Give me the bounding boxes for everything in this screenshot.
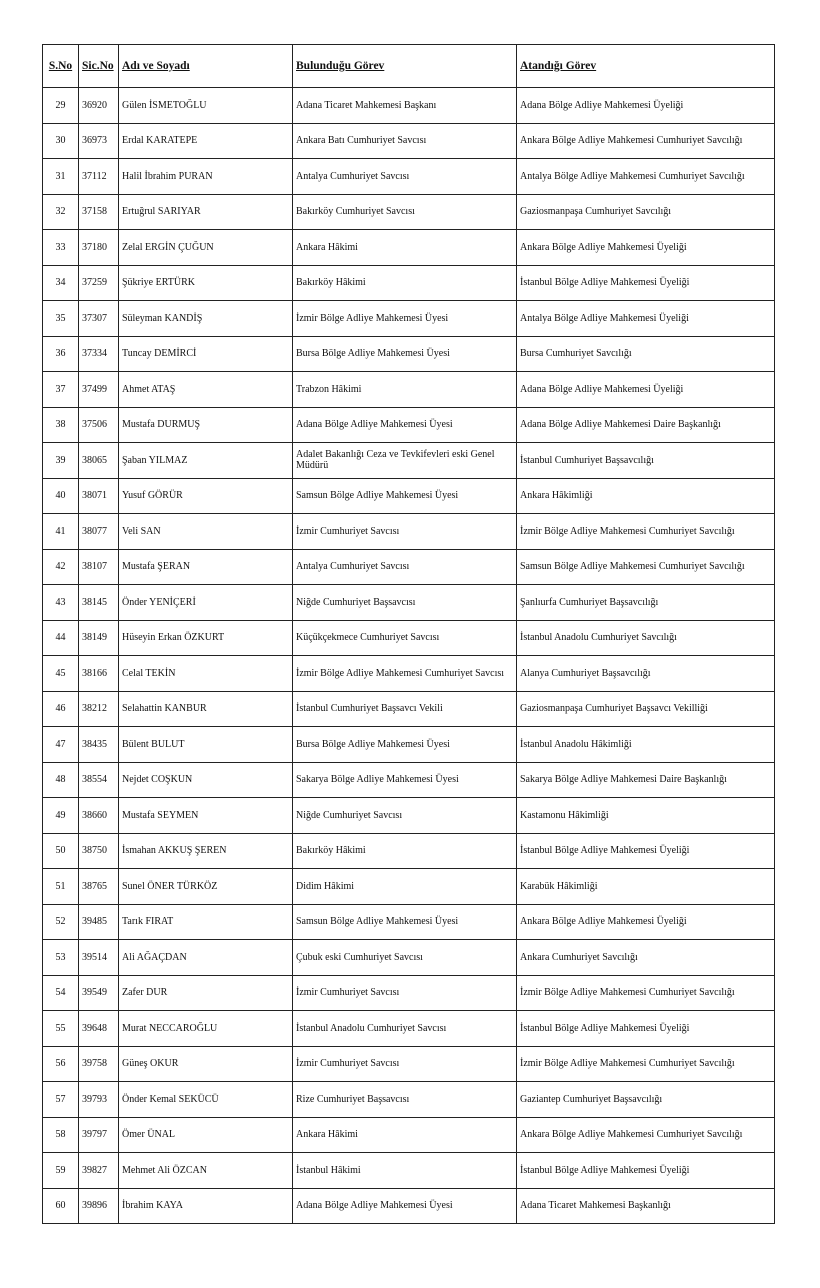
cell-sicno: 38077 (79, 514, 119, 550)
cell-name: Tarık FIRAT (119, 904, 293, 940)
table-row (43, 407, 775, 443)
cell-assigned-post: Sakarya Bölge Adliye Mahkemesi Daire Başkanlığı (517, 762, 775, 798)
cell-assigned-post: Ankara Bölge Adliye Mahkemesi Cumhuriyet Savcılığı (517, 123, 775, 159)
cell-sicno: 38660 (79, 798, 119, 834)
cell-sno: 48 (43, 762, 79, 798)
cell-assigned-post: İstanbul Anadolu Hâkimliği (517, 727, 775, 763)
cell-sicno: 39758 (79, 1046, 119, 1082)
cell-sicno: 38107 (79, 549, 119, 585)
table-row (43, 727, 775, 763)
table-row (43, 762, 775, 798)
appointments-table (42, 44, 775, 1224)
table-row (43, 904, 775, 940)
cell-current-post: Bursa Bölge Adliye Mahkemesi Üyesi (293, 727, 517, 763)
cell-sicno: 38149 (79, 620, 119, 656)
cell-assigned-post: Şanlıurfa Cumhuriyet Başsavcılığı (517, 585, 775, 621)
cell-name: Veli SAN (119, 514, 293, 550)
cell-current-post: Samsun Bölge Adliye Mahkemesi Üyesi (293, 478, 517, 514)
table-row (43, 1153, 775, 1189)
cell-current-post: Bakırköy Hâkimi (293, 265, 517, 301)
header-current-post: Bulunduğu Görev (293, 45, 517, 88)
cell-sno: 53 (43, 940, 79, 976)
cell-current-post: Sakarya Bölge Adliye Mahkemesi Üyesi (293, 762, 517, 798)
table-row (43, 691, 775, 727)
cell-sno: 50 (43, 833, 79, 869)
table-row (43, 1117, 775, 1153)
cell-assigned-post: Bursa Cumhuriyet Savcılığı (517, 336, 775, 372)
cell-name: Şaban YILMAZ (119, 443, 293, 479)
cell-current-post: Niğde Cumhuriyet Başsavcısı (293, 585, 517, 621)
table-row (43, 798, 775, 834)
table-row (43, 123, 775, 159)
cell-current-post: İzmir Cumhuriyet Savcısı (293, 1046, 517, 1082)
cell-current-post: Antalya Cumhuriyet Savcısı (293, 549, 517, 585)
cell-sicno: 36973 (79, 123, 119, 159)
table-row (43, 833, 775, 869)
cell-name: Mustafa DURMUŞ (119, 407, 293, 443)
cell-sicno: 38435 (79, 727, 119, 763)
cell-sno: 49 (43, 798, 79, 834)
cell-current-post: Trabzon Hâkimi (293, 372, 517, 408)
table-row (43, 549, 775, 585)
cell-assigned-post: İstanbul Bölge Adliye Mahkemesi Üyeliği (517, 833, 775, 869)
cell-sicno: 37307 (79, 301, 119, 337)
cell-sno: 44 (43, 620, 79, 656)
cell-sno: 42 (43, 549, 79, 585)
cell-current-post: İzmir Cumhuriyet Savcısı (293, 975, 517, 1011)
cell-sicno: 39648 (79, 1011, 119, 1047)
cell-assigned-post: Ankara Bölge Adliye Mahkemesi Üyeliği (517, 904, 775, 940)
cell-sno: 37 (43, 372, 79, 408)
cell-name: Ahmet ATAŞ (119, 372, 293, 408)
cell-name: Bülent BULUT (119, 727, 293, 763)
cell-current-post: Antalya Cumhuriyet Savcısı (293, 159, 517, 195)
cell-assigned-post: İzmir Bölge Adliye Mahkemesi Cumhuriyet Savcılığı (517, 1046, 775, 1082)
cell-name: Önder Kemal SEKÜCÜ (119, 1082, 293, 1118)
cell-name: Şükriye ERTÜRK (119, 265, 293, 301)
table-row (43, 620, 775, 656)
cell-name: Ali AĞAÇDAN (119, 940, 293, 976)
table-header-row (43, 45, 775, 88)
cell-assigned-post: Adana Ticaret Mahkemesi Başkanlığı (517, 1188, 775, 1224)
cell-sicno: 39896 (79, 1188, 119, 1224)
cell-sno: 34 (43, 265, 79, 301)
cell-sno: 43 (43, 585, 79, 621)
cell-sno: 47 (43, 727, 79, 763)
cell-sicno: 38212 (79, 691, 119, 727)
cell-sicno: 38765 (79, 869, 119, 905)
cell-name: Sunel ÖNER TÜRKÖZ (119, 869, 293, 905)
cell-assigned-post: Ankara Cumhuriyet Savcılığı (517, 940, 775, 976)
cell-sno: 35 (43, 301, 79, 337)
cell-name: Erdal KARATEPE (119, 123, 293, 159)
cell-sno: 39 (43, 443, 79, 479)
cell-sno: 31 (43, 159, 79, 195)
cell-name: Güneş OKUR (119, 1046, 293, 1082)
cell-sno: 33 (43, 230, 79, 266)
cell-name: Mehmet Ali ÖZCAN (119, 1153, 293, 1189)
cell-name: Tuncay DEMİRCİ (119, 336, 293, 372)
cell-assigned-post: İstanbul Bölge Adliye Mahkemesi Üyeliği (517, 265, 775, 301)
cell-current-post: Bursa Bölge Adliye Mahkemesi Üyesi (293, 336, 517, 372)
cell-current-post: Rize Cumhuriyet Başsavcısı (293, 1082, 517, 1118)
cell-name: Hüseyin Erkan ÖZKURT (119, 620, 293, 656)
table-row (43, 194, 775, 230)
cell-assigned-post: İstanbul Cumhuriyet Başsavcılığı (517, 443, 775, 479)
cell-sno: 52 (43, 904, 79, 940)
cell-assigned-post: Ankara Hâkimliği (517, 478, 775, 514)
cell-sicno: 39549 (79, 975, 119, 1011)
table-row (43, 159, 775, 195)
table-row (43, 88, 775, 124)
cell-current-post: Bakırköy Cumhuriyet Savcısı (293, 194, 517, 230)
cell-name: Önder YENİÇERİ (119, 585, 293, 621)
cell-sno: 60 (43, 1188, 79, 1224)
cell-sno: 40 (43, 478, 79, 514)
cell-current-post: Niğde Cumhuriyet Savcısı (293, 798, 517, 834)
cell-sno: 32 (43, 194, 79, 230)
cell-assigned-post: Gaziosmanpaşa Cumhuriyet Savcılığı (517, 194, 775, 230)
table-row (43, 372, 775, 408)
cell-sicno: 37180 (79, 230, 119, 266)
cell-assigned-post: İzmir Bölge Adliye Mahkemesi Cumhuriyet Savcılığı (517, 514, 775, 550)
cell-assigned-post: Ankara Bölge Adliye Mahkemesi Cumhuriyet Savcılığı (517, 1117, 775, 1153)
cell-sno: 58 (43, 1117, 79, 1153)
table-row (43, 1188, 775, 1224)
cell-assigned-post: Gaziosmanpaşa Cumhuriyet Başsavcı Vekilliği (517, 691, 775, 727)
cell-name: Ömer ÜNAL (119, 1117, 293, 1153)
cell-sno: 30 (43, 123, 79, 159)
cell-name: Zafer DUR (119, 975, 293, 1011)
cell-sicno: 38065 (79, 443, 119, 479)
cell-name: Selahattin KANBUR (119, 691, 293, 727)
cell-current-post: Adana Bölge Adliye Mahkemesi Üyesi (293, 1188, 517, 1224)
cell-assigned-post: Adana Bölge Adliye Mahkemesi Üyeliği (517, 372, 775, 408)
cell-current-post: Samsun Bölge Adliye Mahkemesi Üyesi (293, 904, 517, 940)
cell-name: Murat NECCAROĞLU (119, 1011, 293, 1047)
table-row (43, 1011, 775, 1047)
cell-assigned-post: İzmir Bölge Adliye Mahkemesi Cumhuriyet Savcılığı (517, 975, 775, 1011)
cell-sicno: 37506 (79, 407, 119, 443)
table-row (43, 1082, 775, 1118)
cell-current-post: Adalet Bakanlığı Ceza ve Tevkifevleri eski Genel Müdürü (293, 443, 517, 479)
cell-assigned-post: Ankara Bölge Adliye Mahkemesi Üyeliği (517, 230, 775, 266)
cell-sicno: 37259 (79, 265, 119, 301)
cell-name: İbrahim KAYA (119, 1188, 293, 1224)
cell-sno: 46 (43, 691, 79, 727)
table-row (43, 301, 775, 337)
cell-assigned-post: Karabük Hâkimliği (517, 869, 775, 905)
table-row (43, 869, 775, 905)
cell-sicno: 37158 (79, 194, 119, 230)
cell-sicno: 38071 (79, 478, 119, 514)
header-sno: S.No (43, 45, 79, 88)
header-assigned-post: Atandığı Görev (517, 45, 775, 88)
cell-assigned-post: Adana Bölge Adliye Mahkemesi Daire Başkanlığı (517, 407, 775, 443)
table-row (43, 443, 775, 479)
cell-name: İsmahan AKKUŞ ŞEREN (119, 833, 293, 869)
header-sicno: Sic.No (79, 45, 119, 88)
header-name: Adı ve Soyadı (119, 45, 293, 88)
cell-name: Ertuğrul SARIYAR (119, 194, 293, 230)
table-row (43, 975, 775, 1011)
cell-assigned-post: Gaziantep Cumhuriyet Başsavcılığı (517, 1082, 775, 1118)
cell-current-post: İzmir Bölge Adliye Mahkemesi Cumhuriyet Savcısı (293, 656, 517, 692)
cell-current-post: Bakırköy Hâkimi (293, 833, 517, 869)
cell-sno: 45 (43, 656, 79, 692)
table-row (43, 656, 775, 692)
cell-current-post: Ankara Batı Cumhuriyet Savcısı (293, 123, 517, 159)
cell-name: Mustafa ŞERAN (119, 549, 293, 585)
cell-sicno: 39793 (79, 1082, 119, 1118)
cell-sno: 36 (43, 336, 79, 372)
cell-name: Mustafa SEYMEN (119, 798, 293, 834)
cell-assigned-post: İstanbul Anadolu Cumhuriyet Savcılığı (517, 620, 775, 656)
cell-current-post: İzmir Bölge Adliye Mahkemesi Üyesi (293, 301, 517, 337)
cell-sno: 59 (43, 1153, 79, 1189)
cell-current-post: İstanbul Hâkimi (293, 1153, 517, 1189)
cell-sicno: 37334 (79, 336, 119, 372)
cell-sicno: 37499 (79, 372, 119, 408)
table-body (43, 88, 775, 1224)
cell-current-post: Ankara Hâkimi (293, 230, 517, 266)
cell-assigned-post: Samsun Bölge Adliye Mahkemesi Cumhuriyet Savcılığı (517, 549, 775, 585)
cell-sicno: 39797 (79, 1117, 119, 1153)
cell-sicno: 39514 (79, 940, 119, 976)
cell-sicno: 38145 (79, 585, 119, 621)
cell-name: Gülen İSMETOĞLU (119, 88, 293, 124)
cell-current-post: Didim Hâkimi (293, 869, 517, 905)
cell-current-post: Adana Ticaret Mahkemesi Başkanı (293, 88, 517, 124)
cell-sno: 54 (43, 975, 79, 1011)
cell-sno: 56 (43, 1046, 79, 1082)
cell-sicno: 36920 (79, 88, 119, 124)
cell-sno: 51 (43, 869, 79, 905)
cell-current-post: Çubuk eski Cumhuriyet Savcısı (293, 940, 517, 976)
cell-assigned-post: Kastamonu Hâkimliği (517, 798, 775, 834)
cell-assigned-post: Alanya Cumhuriyet Başsavcılığı (517, 656, 775, 692)
cell-current-post: İstanbul Cumhuriyet Başsavcı Vekili (293, 691, 517, 727)
cell-sno: 29 (43, 88, 79, 124)
table-row (43, 940, 775, 976)
cell-current-post: İstanbul Anadolu Cumhuriyet Savcısı (293, 1011, 517, 1047)
table-row (43, 265, 775, 301)
table-row (43, 336, 775, 372)
cell-name: Süleyman KANDİŞ (119, 301, 293, 337)
cell-assigned-post: Antalya Bölge Adliye Mahkemesi Cumhuriyet Savcılığı (517, 159, 775, 195)
cell-assigned-post: İstanbul Bölge Adliye Mahkemesi Üyeliği (517, 1011, 775, 1047)
cell-assigned-post: Antalya Bölge Adliye Mahkemesi Üyeliği (517, 301, 775, 337)
table-row (43, 514, 775, 550)
cell-sno: 38 (43, 407, 79, 443)
cell-sno: 41 (43, 514, 79, 550)
cell-name: Halil İbrahim PURAN (119, 159, 293, 195)
cell-current-post: Adana Bölge Adliye Mahkemesi Üyesi (293, 407, 517, 443)
cell-sicno: 39827 (79, 1153, 119, 1189)
cell-sicno: 39485 (79, 904, 119, 940)
cell-assigned-post: İstanbul Bölge Adliye Mahkemesi Üyeliği (517, 1153, 775, 1189)
cell-sicno: 38554 (79, 762, 119, 798)
cell-assigned-post: Adana Bölge Adliye Mahkemesi Üyeliği (517, 88, 775, 124)
cell-sicno: 37112 (79, 159, 119, 195)
cell-sno: 55 (43, 1011, 79, 1047)
cell-current-post: İzmir Cumhuriyet Savcısı (293, 514, 517, 550)
cell-name: Celal TEKİN (119, 656, 293, 692)
cell-name: Yusuf GÖRÜR (119, 478, 293, 514)
cell-sicno: 38750 (79, 833, 119, 869)
table-row (43, 230, 775, 266)
cell-sno: 57 (43, 1082, 79, 1118)
cell-name: Nejdet COŞKUN (119, 762, 293, 798)
table-row (43, 585, 775, 621)
cell-current-post: Küçükçekmece Cumhuriyet Savcısı (293, 620, 517, 656)
cell-name: Zelal ERGİN ÇUĞUN (119, 230, 293, 266)
table-row (43, 478, 775, 514)
table-row (43, 1046, 775, 1082)
cell-sicno: 38166 (79, 656, 119, 692)
cell-current-post: Ankara Hâkimi (293, 1117, 517, 1153)
